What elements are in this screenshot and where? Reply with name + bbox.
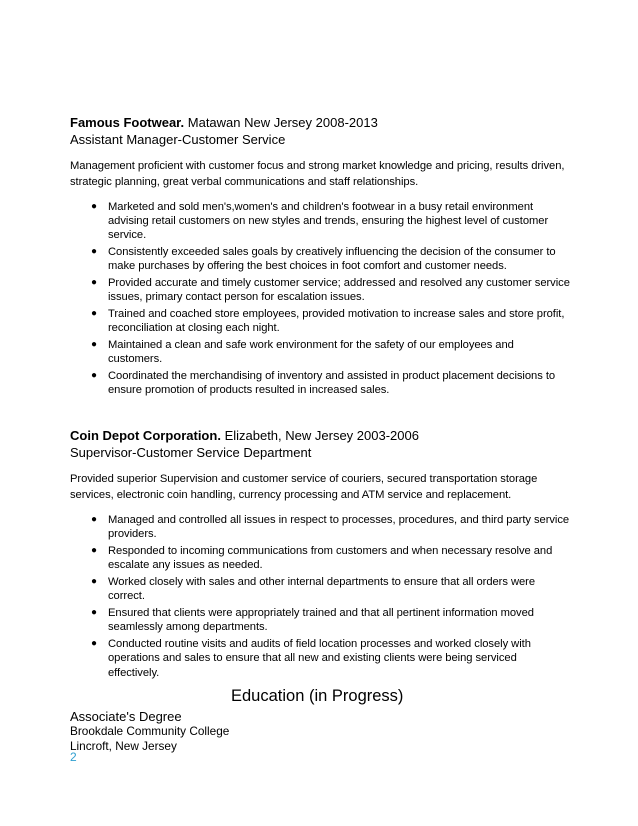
list-item: [91, 637, 570, 680]
duty-text: Ensured that clients were appropriately trained and that all pertinent information moved seamlessly among departments.: [108, 607, 534, 634]
resume-page: [70, 114, 570, 754]
job-role: Supervisor-Customer Service Department: [70, 445, 312, 461]
duty-text: Conducted routine visits and audits of field location processes and worked closely with operations and sales to ensure that all new and existing clients were being serviced effectively.: [108, 638, 531, 679]
list-item: [91, 276, 570, 304]
education-section: [70, 686, 570, 754]
bullet-icon: ●: [91, 545, 97, 557]
list-item: [91, 245, 570, 273]
duty-text: Coordinated the merchandising of inventory and assisted in product placement decisions to ensure promotion of products resulted in increased sales.: [108, 370, 556, 397]
duty-text: Maintained a clean and safe work environment for the safety of our employees and customers.: [108, 339, 514, 366]
section-spacer: [70, 400, 570, 427]
bullet-icon: ●: [91, 277, 97, 289]
bullet-icon: ●: [91, 370, 97, 382]
duty-list: [70, 513, 570, 680]
bullet-icon: ●: [91, 607, 97, 619]
education-degree: Associate's Degree: [70, 708, 182, 724]
list-item: [91, 575, 570, 603]
duty-text: Worked closely with sales and other internal departments to ensure that all orders were correct.: [108, 576, 536, 603]
company-name: Famous Footwear.: [70, 115, 185, 130]
job-entry-famous-footwear: [70, 114, 570, 398]
education-location: Lincroft, New Jersey: [70, 738, 177, 753]
job-location-dates: Elizabeth, New Jersey 2003-2006: [224, 428, 419, 444]
duty-text: Consistently exceeded sales goals by creatively influencing the decision of the consumer to make purchases by offering the best choices in foot comfort and customer needs.: [108, 246, 556, 273]
bullet-icon: ●: [91, 308, 97, 320]
bullet-icon: ●: [91, 339, 97, 351]
list-item: [91, 369, 570, 397]
duty-text: Responded to incoming communications from customers and when necessary resolve and escalate any issues as needed.: [108, 545, 553, 572]
section-title-education: Education (in Progress): [231, 686, 404, 705]
list-item: [91, 544, 570, 572]
job-summary: Provided superior Supervision and customer service of couriers, secured transportation storage services, electronic coin handling, currency processing and ATM service and replacement.: [70, 473, 538, 501]
job-header: [70, 427, 570, 444]
job-location-dates: Matawan New Jersey 2008-2013: [187, 115, 378, 130]
bullet-icon: ●: [91, 246, 97, 258]
duty-text: Trained and coached store employees, provided motivation to increase sales and store profit, reconciliation at closing each night.: [108, 308, 565, 335]
list-item: [91, 200, 570, 243]
bullet-icon: ●: [91, 201, 97, 212]
job-entry-coin-depot: [70, 427, 570, 680]
list-item: [91, 338, 570, 366]
duty-list: [70, 200, 570, 398]
list-item: [91, 606, 570, 634]
list-item: [91, 513, 570, 541]
duty-text: Provided accurate and timely customer service; addressed and resolved any customer service issues, primary contact person for escalation issues.: [108, 277, 570, 304]
duty-text: Managed and controlled all issues in respect to processes, procedures, and third party service providers.: [108, 514, 570, 541]
bullet-icon: ●: [91, 576, 97, 588]
education-school: Brookdale Community College: [70, 723, 230, 738]
list-item: [91, 307, 570, 335]
page-number: 2: [70, 750, 77, 764]
duty-text: Marketed and sold men's,women's and children's footwear in a busy retail environment advising retail customers on new styles and trends, ensuring the highest level of customer service.: [108, 201, 549, 242]
bullet-icon: ●: [91, 514, 97, 526]
job-summary: Management proficient with customer focus and strong market knowledge and pricing, results driven, strategic planning, great verbal communications and staff relationships.: [70, 160, 565, 188]
job-header: [70, 114, 570, 131]
bullet-icon: ●: [91, 638, 97, 650]
company-name: Coin Depot Corporation.: [70, 428, 221, 444]
job-role: Assistant Manager-Customer Service: [70, 132, 286, 147]
